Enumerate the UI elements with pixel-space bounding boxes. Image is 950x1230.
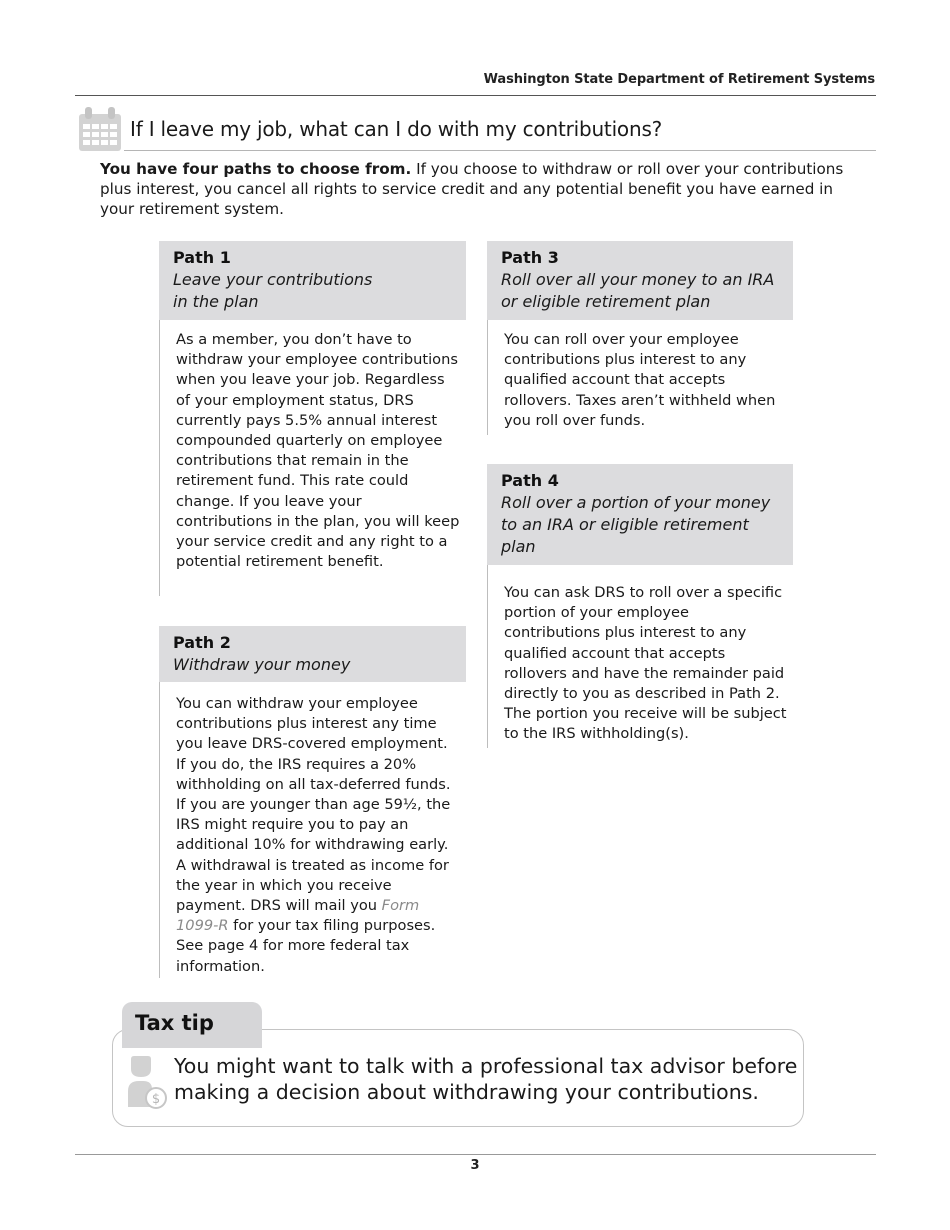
path-1-number: Path 1	[173, 248, 231, 267]
footer-divider	[75, 1154, 876, 1155]
form-1099-r-reference: Form 1099-R	[176, 897, 420, 935]
tax-advisor-icon	[128, 1055, 168, 1111]
path-4-body: You can ask DRS to roll over a specific portion of your employee contributions plus interest to any qualified account that accepts rollovers and have the remainder paid directly to you as described in Path 2. The portion you receive will be subject to the IRS withholding(s).	[487, 565, 789, 748]
path-2-body	[159, 682, 461, 978]
path-2-header	[159, 626, 466, 682]
path-3-subtitle-line-1: Roll over all your money to an IRA	[501, 270, 775, 289]
tax-tip-text: You might want to talk with a professional tax advisor before making a decision about withdrawing your contributions.	[174, 1054, 798, 1104]
path-2-body-text-end: for your tax filing purposes. See page 4 for more federal tax information.	[176, 917, 436, 975]
path-4-header	[487, 464, 793, 565]
path-3-body: You can roll over your employee contributions plus interest to any qualified account that accepts rollovers. Taxes aren’t withheld when you roll over funds.	[487, 320, 789, 435]
header-divider	[75, 95, 876, 96]
path-1-subtitle-line-1: Leave your contributions	[173, 270, 373, 289]
organization-name: Washington State Department of Retirement Systems	[483, 72, 875, 87]
path-1-header	[159, 241, 466, 320]
path-3-number: Path 3	[501, 248, 559, 267]
page-number: 3	[470, 1158, 480, 1173]
path-2-number: Path 2	[173, 633, 231, 652]
path-1-subtitle-line-2: in the plan	[173, 292, 259, 311]
section-title: If I leave my job, what can I do with my contributions?	[130, 117, 663, 141]
path-2-subtitle: Withdraw your money	[173, 655, 351, 674]
tax-tip-label: Tax tip	[122, 1002, 262, 1048]
intro-paragraph	[100, 159, 868, 220]
path-4-subtitle-line-2: to an IRA or eligible retirement	[501, 515, 749, 534]
calendar-icon	[78, 106, 122, 152]
intro-lead: You have four paths to choose from.	[100, 160, 412, 178]
section-divider	[124, 150, 876, 151]
path-3-header	[487, 241, 793, 320]
path-1-body: As a member, you don’t have to withdraw your employee contributions when you leave your job. Regardless of your employment status, DRS currently pays 5.5% annual interest compounded quarterly on employee contributions that remain in the retirement fund. This rate could change. If you leave your contributions in the plan, you will keep your service credit and any right to a potential retirement benefit.	[159, 320, 461, 596]
path-3-subtitle-line-2: or eligible retirement plan	[501, 292, 711, 311]
svg-text:$: $	[151, 1092, 161, 1107]
path-4-number: Path 4	[501, 471, 559, 490]
path-2-body-text: You can withdraw your employee contributions plus interest any time you leave DRS-covered employment. If you do, the IRS requires a 20% withholding on all tax-deferred funds. If you are younger than age 59½, the IRS might require you to pay an additional 10% for withdrawing early. A withdrawal is treated as income for the year in which you receive payment. DRS will mail you	[176, 695, 451, 915]
path-4-subtitle-line-1: Roll over a portion of your money	[501, 493, 771, 512]
intro-text: If you choose to withdraw or roll over your contributions plus interest, you cancel all rights to service credit and any potential benefit you have earned in your retirement system.	[100, 160, 844, 219]
path-4-subtitle-line-3: plan	[501, 537, 536, 556]
